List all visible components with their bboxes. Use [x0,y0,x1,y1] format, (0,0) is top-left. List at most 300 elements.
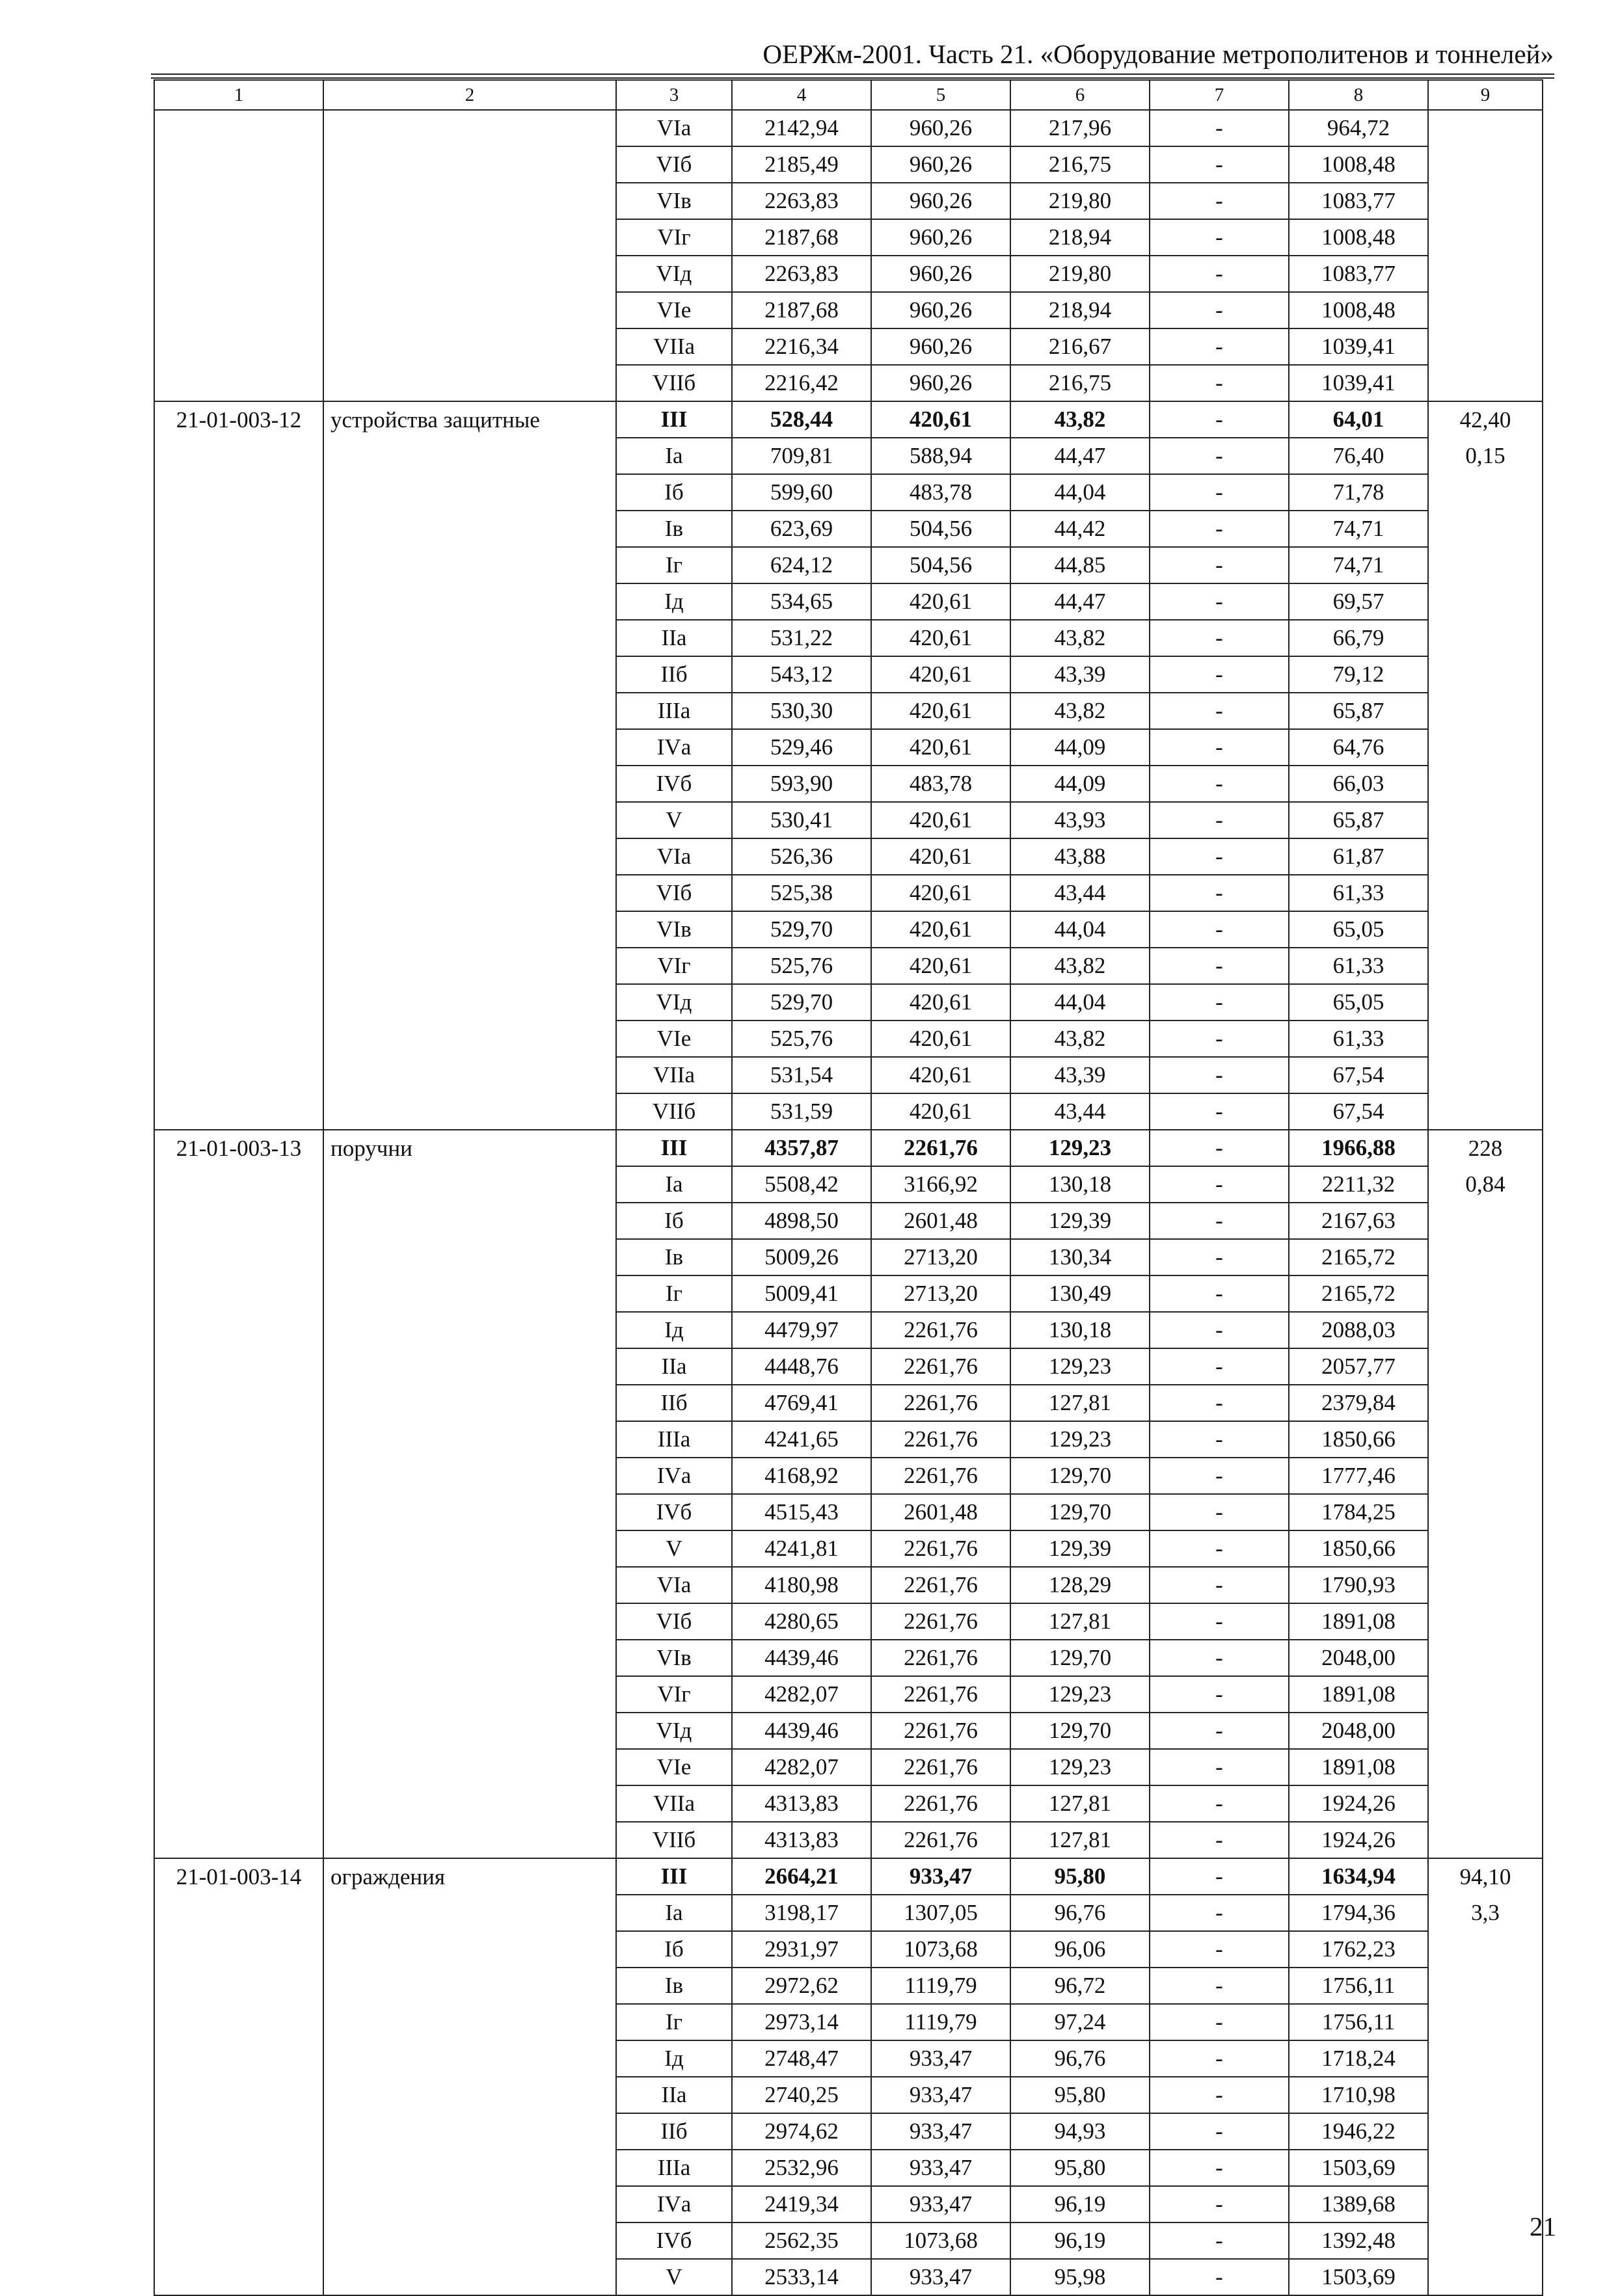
direct-cost-cell: 4180,98 [732,1567,871,1603]
zone-cell: VIг [616,948,732,984]
direct-cost-cell: 4479,97 [732,1312,871,1348]
driver-cost-cell: - [1150,2004,1289,2040]
labor-hours-cell [1428,2040,1543,2077]
labor-hours-cell [1428,365,1543,401]
labor-cost-cell: 2261,76 [871,1567,1010,1603]
driver-cost-cell: - [1150,474,1289,511]
labor-cost-cell: 2261,76 [871,1603,1010,1640]
table-row [154,583,1543,620]
rate-code [154,1749,323,1785]
materials-cost-cell: 1777,46 [1289,1458,1428,1494]
driver-cost-cell: - [1150,1458,1289,1494]
table-row [154,911,1543,948]
zone-cell: VIIа [616,1057,732,1093]
labor-hours-cell [1428,1385,1543,1421]
materials-cost-cell: 66,03 [1289,766,1428,802]
zone-cell: IVа [616,729,732,766]
machine-cost-cell: 44,04 [1010,984,1150,1021]
materials-cost-cell: 1794,36 [1289,1895,1428,1931]
driver-cost-cell: - [1150,1713,1289,1749]
table-row [154,2259,1543,2295]
labor-cost-cell: 933,47 [871,2186,1010,2223]
labor-cost-cell: 960,26 [871,328,1010,365]
labor-cost-cell: 960,26 [871,219,1010,256]
work-name [323,2150,616,2186]
machine-cost-cell: 216,75 [1010,146,1150,183]
materials-cost-cell: 1784,25 [1289,1494,1428,1530]
labor-hours-cell [1428,1640,1543,1676]
driver-cost-cell: - [1150,1494,1289,1530]
rate-code [154,1239,323,1275]
driver-cost-cell: - [1150,911,1289,948]
work-name [323,875,616,911]
direct-cost-cell: 543,12 [732,656,871,693]
rate-code [154,729,323,766]
materials-cost-cell: 2088,03 [1289,1312,1428,1348]
work-name [323,1458,616,1494]
labor-cost-cell: 1119,79 [871,2004,1010,2040]
direct-cost-cell: 2142,94 [732,110,871,146]
work-name [323,620,616,656]
machine-cost-cell: 129,70 [1010,1458,1150,1494]
materials-cost-cell: 964,72 [1289,110,1428,146]
labor-cost-cell: 2601,48 [871,1494,1010,1530]
driver-cost-cell: - [1150,1931,1289,1968]
direct-cost-cell: 4168,92 [732,1458,871,1494]
column-number: 1 [154,80,323,110]
zone-cell: VIб [616,146,732,183]
rate-code [154,2113,323,2150]
work-name [323,1968,616,2004]
direct-cost-cell: 525,38 [732,875,871,911]
work-name [323,292,616,328]
labor-hours-cell [1428,1458,1543,1494]
machine-cost-cell: 218,94 [1010,219,1150,256]
rates-table [154,79,1543,2296]
machine-cost-cell: 129,70 [1010,1640,1150,1676]
zone-cell: Iг [616,1275,732,1312]
table-row [154,838,1543,875]
column-number: 6 [1010,80,1150,110]
rate-code [154,438,323,474]
materials-cost-cell: 1718,24 [1289,2040,1428,2077]
table-row [154,1749,1543,1785]
materials-cost-cell: 2211,32 [1289,1166,1428,1203]
labor-cost-cell: 933,47 [871,2040,1010,2077]
rate-code [154,1968,323,2004]
direct-cost-cell: 599,60 [732,474,871,511]
machine-cost-cell: 129,70 [1010,1713,1150,1749]
driver-cost-cell: - [1150,1421,1289,1458]
labor-cost-cell: 933,47 [871,2150,1010,2186]
zone-cell: Iд [616,583,732,620]
labor-cost-cell: 2261,76 [871,1458,1010,1494]
table-row [154,474,1543,511]
table-row [154,1895,1543,1931]
table-row [154,1239,1543,1275]
materials-cost-cell: 1924,26 [1289,1822,1428,1858]
direct-cost-cell: 2187,68 [732,219,871,256]
table-row [154,1021,1543,1057]
running-header: ОЕРЖм-2001. Часть 21. «Оборудование метрополитенов и тоннелей» [763,39,1554,69]
rate-code [154,474,323,511]
labor-cost-cell: 420,61 [871,1057,1010,1093]
work-name [323,1312,616,1348]
materials-cost-cell: 65,87 [1289,693,1428,729]
zone-cell: Iв [616,511,732,547]
driver-cost-cell: - [1150,1130,1289,1166]
table-row [154,547,1543,583]
driver-cost-cell: - [1150,2259,1289,2295]
column-number: 7 [1150,80,1289,110]
zone-cell: VIа [616,838,732,875]
labor-cost-cell: 420,61 [871,984,1010,1021]
rate-code [154,183,323,219]
machine-cost-cell: 127,81 [1010,1385,1150,1421]
table-row [154,365,1543,401]
machine-cost-cell: 127,81 [1010,1603,1150,1640]
rate-code: 21-01-003-12 [154,401,323,438]
labor-hours-cell: 228 [1428,1130,1543,1166]
direct-cost-cell: 531,54 [732,1057,871,1093]
machine-cost-cell: 129,23 [1010,1348,1150,1385]
rate-code [154,2186,323,2223]
work-name [323,911,616,948]
rate-code [154,1057,323,1093]
table-row [154,948,1543,984]
materials-cost-cell: 1392,48 [1289,2223,1428,2259]
direct-cost-cell: 525,76 [732,948,871,984]
direct-cost-cell: 529,70 [732,911,871,948]
labor-cost-cell: 1307,05 [871,1895,1010,1931]
zone-cell: III [616,1130,732,1166]
rate-code [154,875,323,911]
table-row [154,693,1543,729]
rate-code [154,1203,323,1239]
materials-cost-cell: 1634,94 [1289,1858,1428,1895]
machine-cost-cell: 129,23 [1010,1421,1150,1458]
materials-cost-cell: 1008,48 [1289,292,1428,328]
labor-cost-cell: 960,26 [871,365,1010,401]
work-name [323,1203,616,1239]
labor-hours-cell [1428,656,1543,693]
labor-hours-cell [1428,984,1543,1021]
direct-cost-cell: 2185,49 [732,146,871,183]
table-row [154,1785,1543,1822]
labor-hours-cell [1428,1021,1543,1057]
machine-cost-cell: 129,39 [1010,1530,1150,1567]
rate-code [154,2040,323,2077]
table-row [154,1385,1543,1421]
machine-cost-cell: 219,80 [1010,183,1150,219]
labor-cost-cell: 933,47 [871,2077,1010,2113]
machine-cost-cell: 216,75 [1010,365,1150,401]
direct-cost-cell: 2533,14 [732,2259,871,2295]
labor-hours-cell [1428,1421,1543,1458]
labor-hours-cell [1428,2223,1543,2259]
materials-cost-cell: 2165,72 [1289,1275,1428,1312]
header-rule [151,77,1554,79]
zone-cell: VIIб [616,1822,732,1858]
driver-cost-cell: - [1150,438,1289,474]
zone-cell: VIд [616,984,732,1021]
labor-cost-cell: 420,61 [871,401,1010,438]
labor-cost-cell: 504,56 [871,547,1010,583]
labor-hours-cell [1428,256,1543,292]
work-name [323,365,616,401]
zone-cell: III [616,1858,732,1895]
table-row [154,1348,1543,1385]
rate-code [154,1676,323,1713]
materials-cost-cell: 1039,41 [1289,328,1428,365]
driver-cost-cell: - [1150,1749,1289,1785]
labor-cost-cell: 2261,76 [871,1312,1010,1348]
rate-code [154,547,323,583]
materials-cost-cell: 61,33 [1289,948,1428,984]
labor-hours-cell [1428,2150,1543,2186]
rate-code [154,1093,323,1130]
table-row [154,729,1543,766]
driver-cost-cell: - [1150,802,1289,838]
driver-cost-cell: - [1150,1676,1289,1713]
machine-cost-cell: 130,49 [1010,1275,1150,1312]
rate-code [154,2259,323,2295]
work-name [323,1093,616,1130]
driver-cost-cell: - [1150,256,1289,292]
work-name [323,1275,616,1312]
labor-hours-cell [1428,219,1543,256]
work-name [323,1676,616,1713]
work-name [323,2040,616,2077]
labor-hours-cell [1428,1567,1543,1603]
materials-cost-cell: 65,05 [1289,911,1428,948]
direct-cost-cell: 4282,07 [732,1749,871,1785]
labor-hours-cell [1428,911,1543,948]
table-row [154,328,1543,365]
labor-hours-cell: 0,15 [1428,438,1543,474]
labor-cost-cell: 2261,76 [871,1130,1010,1166]
work-name: устройства защитные [323,401,616,438]
work-name [323,766,616,802]
labor-hours-cell [1428,1239,1543,1275]
rate-code [154,1421,323,1458]
column-number: 2 [323,80,616,110]
table-row [154,292,1543,328]
direct-cost-cell: 2740,25 [732,2077,871,2113]
header-rule [151,73,1554,75]
work-name [323,1785,616,1822]
work-name [323,1421,616,1458]
machine-cost-cell: 96,19 [1010,2186,1150,2223]
table-row [154,1676,1543,1713]
work-name [323,1640,616,1676]
materials-cost-cell: 64,76 [1289,729,1428,766]
zone-cell: VIе [616,292,732,328]
driver-cost-cell: - [1150,1348,1289,1385]
work-name: поручни [323,1130,616,1166]
zone-cell: Iд [616,2040,732,2077]
materials-cost-cell: 67,54 [1289,1093,1428,1130]
zone-cell: IVа [616,1458,732,1494]
zone-cell: Iг [616,547,732,583]
driver-cost-cell: - [1150,620,1289,656]
direct-cost-cell: 4282,07 [732,1676,871,1713]
machine-cost-cell: 43,39 [1010,1057,1150,1093]
zone-cell: Iб [616,1931,732,1968]
labor-cost-cell: 2261,76 [871,1785,1010,1822]
materials-cost-cell: 2379,84 [1289,1385,1428,1421]
rate-code [154,292,323,328]
materials-cost-cell: 2048,00 [1289,1713,1428,1749]
zone-cell: VIIб [616,1093,732,1130]
direct-cost-cell: 2216,42 [732,365,871,401]
driver-cost-cell: - [1150,1640,1289,1676]
zone-cell: IVб [616,1494,732,1530]
table-row [154,1530,1543,1567]
machine-cost-cell: 43,39 [1010,656,1150,693]
rate-code [154,1348,323,1385]
work-name [323,729,616,766]
labor-hours-cell [1428,1785,1543,1822]
materials-cost-cell: 1762,23 [1289,1931,1428,1968]
zone-cell: IVб [616,766,732,802]
labor-hours-cell [1428,1057,1543,1093]
machine-cost-cell: 127,81 [1010,1822,1150,1858]
driver-cost-cell: - [1150,1603,1289,1640]
table-row [154,1713,1543,1749]
labor-cost-cell: 960,26 [871,146,1010,183]
labor-cost-cell: 420,61 [871,802,1010,838]
direct-cost-cell: 5009,26 [732,1239,871,1275]
labor-hours-cell [1428,2077,1543,2113]
labor-cost-cell: 960,26 [871,292,1010,328]
driver-cost-cell: - [1150,365,1289,401]
materials-cost-cell: 1083,77 [1289,183,1428,219]
labor-hours-cell [1428,1530,1543,1567]
rate-code [154,1458,323,1494]
machine-cost-cell: 129,39 [1010,1203,1150,1239]
rate-code [154,2223,323,2259]
labor-hours-cell [1428,1749,1543,1785]
work-name [323,1348,616,1385]
labor-hours-cell: 0,84 [1428,1166,1543,1203]
labor-cost-cell: 2601,48 [871,1203,1010,1239]
direct-cost-cell: 2974,62 [732,2113,871,2150]
driver-cost-cell: - [1150,1385,1289,1421]
machine-cost-cell: 217,96 [1010,110,1150,146]
zone-cell: V [616,802,732,838]
work-name [323,1931,616,1968]
labor-cost-cell: 960,26 [871,110,1010,146]
work-name [323,146,616,183]
materials-cost-cell: 76,40 [1289,438,1428,474]
rate-code [154,984,323,1021]
labor-hours-cell [1428,875,1543,911]
materials-cost-cell: 64,01 [1289,401,1428,438]
driver-cost-cell: - [1150,838,1289,875]
table-row [154,1421,1543,1458]
zone-cell: VIIа [616,1785,732,1822]
zone-cell: IIб [616,656,732,693]
labor-cost-cell: 504,56 [871,511,1010,547]
direct-cost-cell: 2263,83 [732,183,871,219]
machine-cost-cell: 129,23 [1010,1749,1150,1785]
materials-cost-cell: 2048,00 [1289,1640,1428,1676]
rate-code [154,802,323,838]
work-name [323,583,616,620]
direct-cost-cell: 5508,42 [732,1166,871,1203]
work-name [323,1713,616,1749]
driver-cost-cell: - [1150,948,1289,984]
rate-code [154,110,323,146]
rate-code [154,1494,323,1530]
labor-hours-cell [1428,802,1543,838]
labor-hours-cell [1428,2186,1543,2223]
direct-cost-cell: 2187,68 [732,292,871,328]
labor-hours-cell: 3,3 [1428,1895,1543,1931]
column-number: 5 [871,80,1010,110]
direct-cost-cell: 530,30 [732,693,871,729]
driver-cost-cell: - [1150,766,1289,802]
zone-cell: IIа [616,2077,732,2113]
machine-cost-cell: 127,81 [1010,1785,1150,1822]
driver-cost-cell: - [1150,1785,1289,1822]
driver-cost-cell: - [1150,1093,1289,1130]
machine-cost-cell: 43,82 [1010,693,1150,729]
rate-code: 21-01-003-14 [154,1858,323,1895]
rate-code [154,256,323,292]
machine-cost-cell: 130,18 [1010,1312,1150,1348]
direct-cost-cell: 4241,65 [732,1421,871,1458]
work-name [323,1822,616,1858]
work-name [323,1166,616,1203]
table-row [154,620,1543,656]
machine-cost-cell: 44,09 [1010,729,1150,766]
table-row [154,219,1543,256]
zone-cell: Iг [616,2004,732,2040]
rate-code [154,766,323,802]
labor-cost-cell: 2261,76 [871,1749,1010,1785]
zone-cell: VIв [616,183,732,219]
zone-cell: VIв [616,911,732,948]
table-row [154,2040,1543,2077]
direct-cost-cell: 4313,83 [732,1822,871,1858]
machine-cost-cell: 43,44 [1010,875,1150,911]
labor-hours-cell [1428,1931,1543,1968]
materials-cost-cell: 74,71 [1289,511,1428,547]
materials-cost-cell: 61,87 [1289,838,1428,875]
labor-cost-cell: 420,61 [871,911,1010,948]
machine-cost-cell: 218,94 [1010,292,1150,328]
zone-cell: V [616,1530,732,1567]
work-name [323,328,616,365]
work-name [323,1057,616,1093]
zone-cell: VIе [616,1749,732,1785]
materials-cost-cell: 1756,11 [1289,1968,1428,2004]
zone-cell: VIIб [616,365,732,401]
labor-hours-cell: 94,10 [1428,1858,1543,1895]
zone-cell: VIг [616,219,732,256]
rate-code [154,2150,323,2186]
labor-cost-cell: 2261,76 [871,1640,1010,1676]
materials-cost-cell: 1756,11 [1289,2004,1428,2040]
rate-code [154,365,323,401]
table-row [154,1567,1543,1603]
machine-cost-cell: 97,24 [1010,2004,1150,2040]
machine-cost-cell: 96,76 [1010,1895,1150,1931]
machine-cost-cell: 96,19 [1010,2223,1150,2259]
materials-cost-cell: 1891,08 [1289,1676,1428,1713]
